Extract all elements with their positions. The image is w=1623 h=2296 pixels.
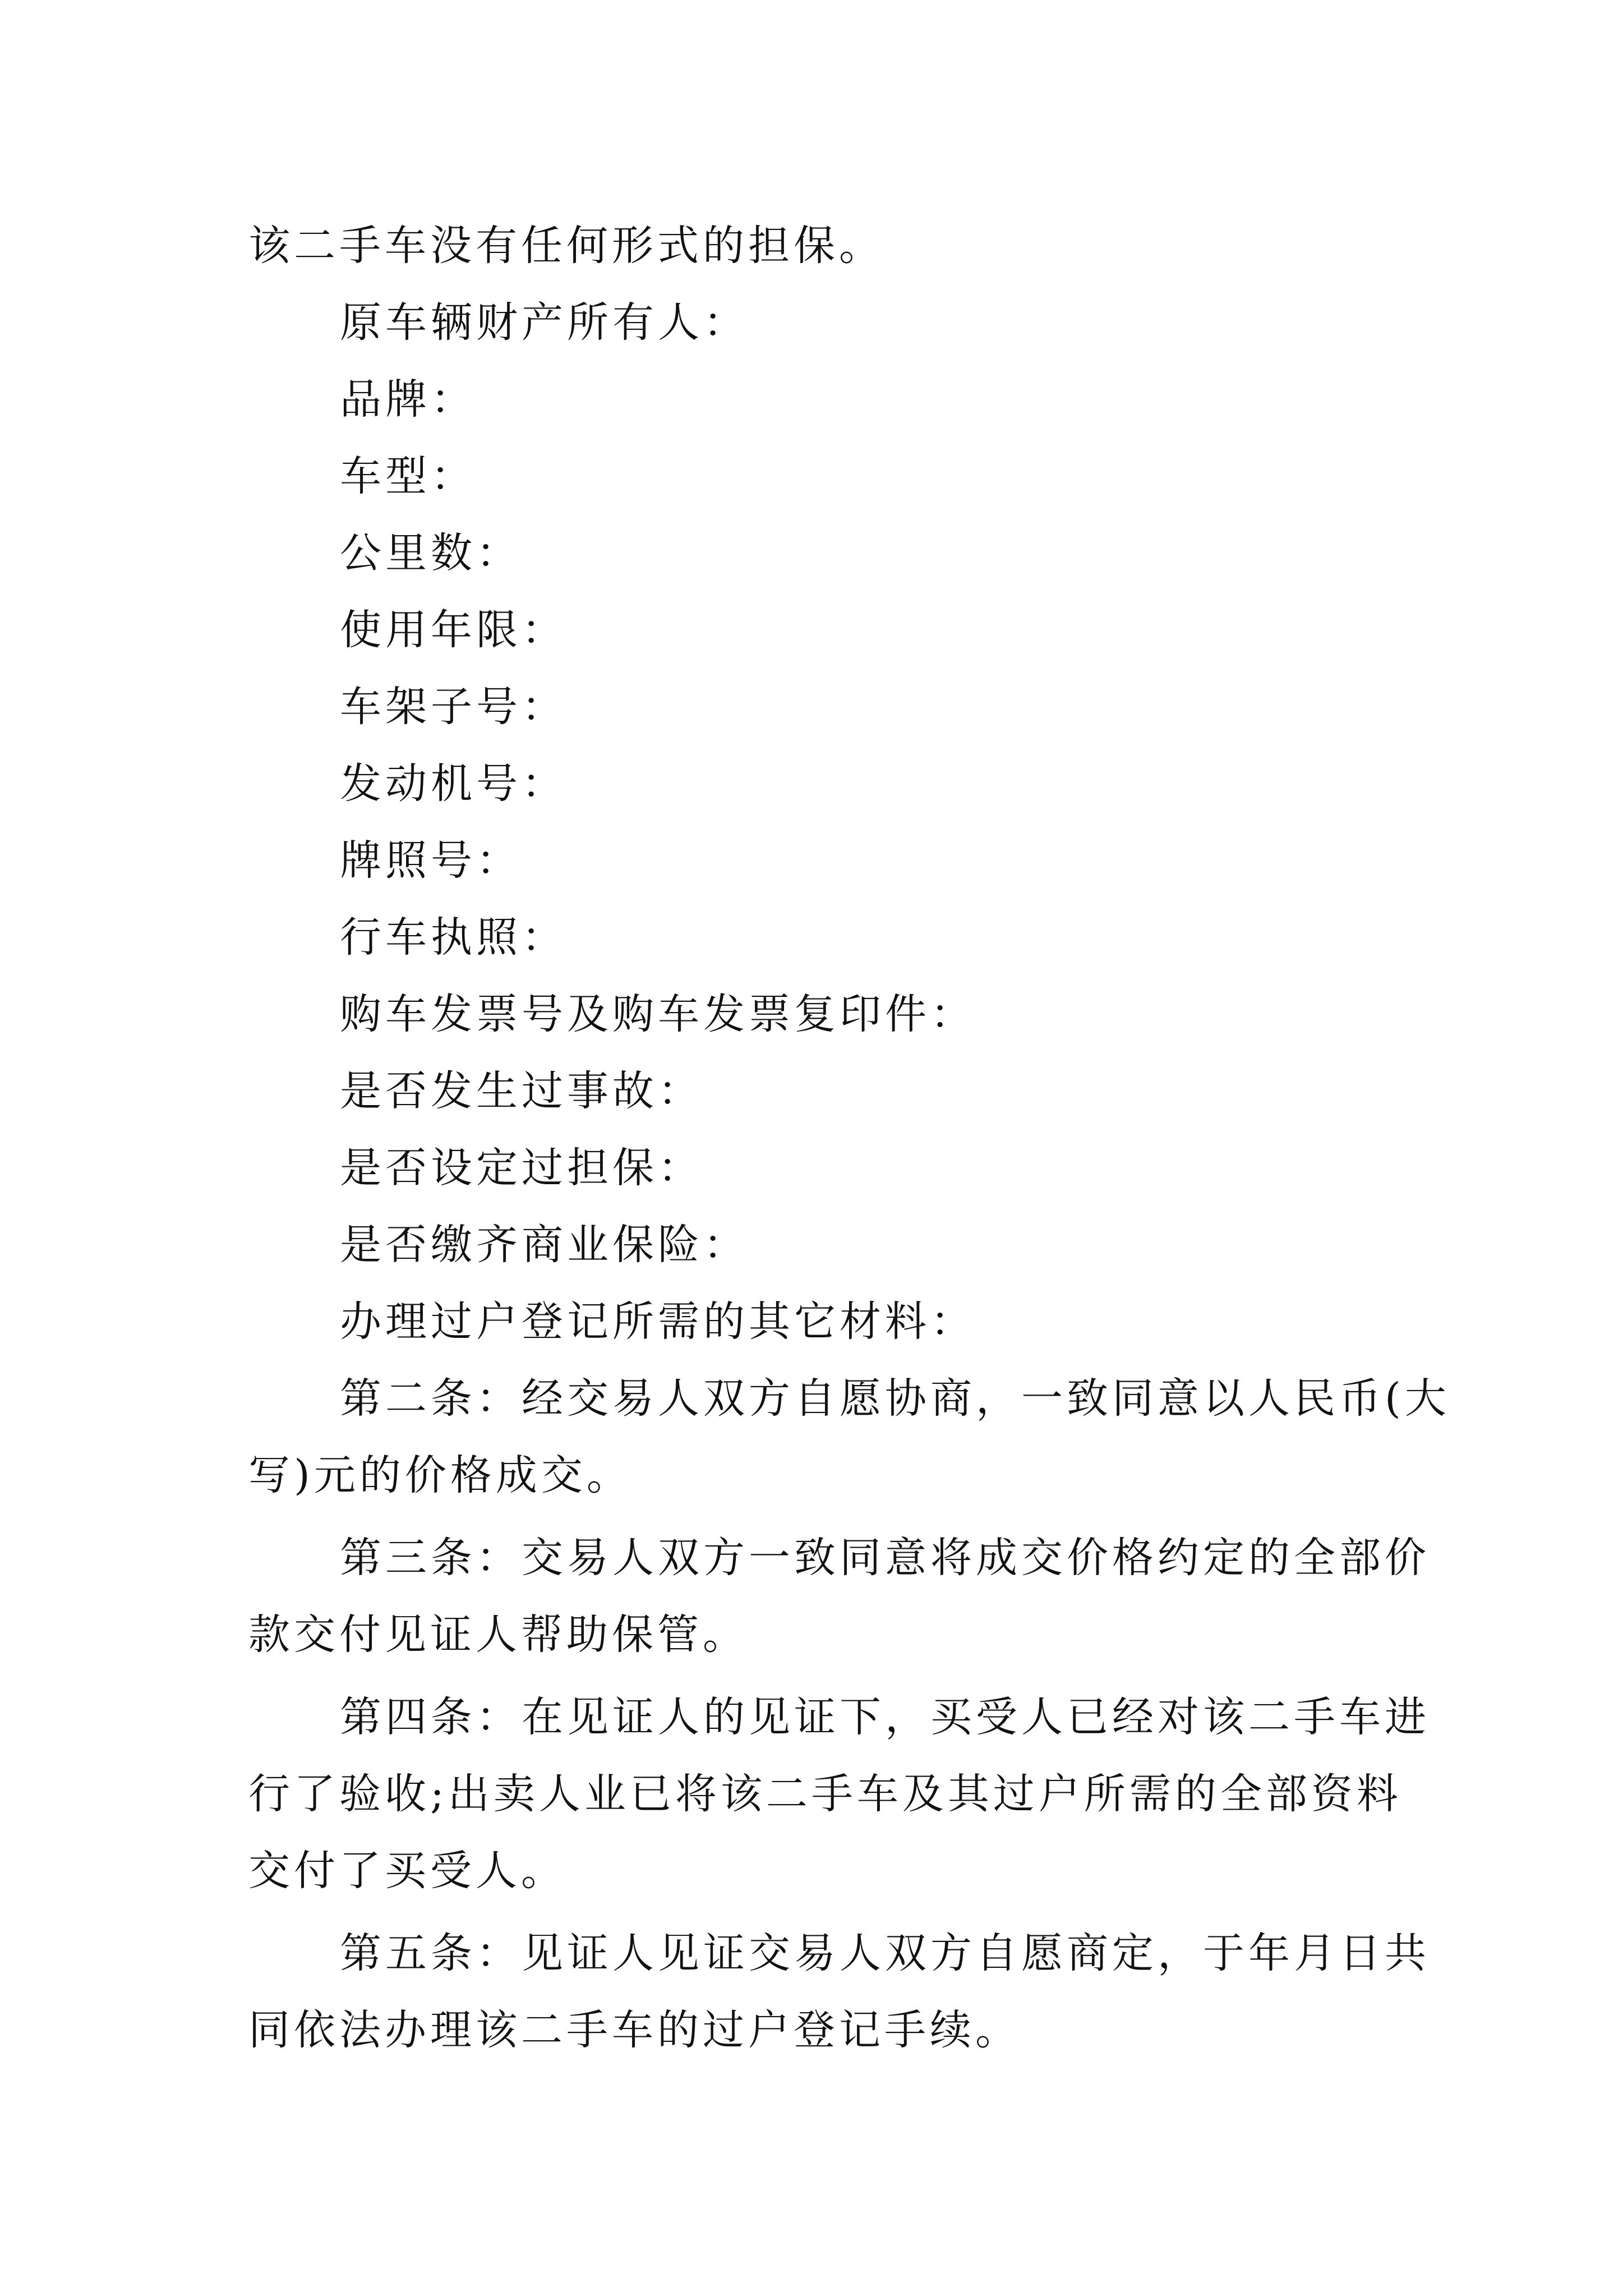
field-frame-number: 车架子号：	[340, 683, 567, 731]
field-plate-number: 牌照号：	[340, 836, 522, 885]
field-driving-license: 行车执照：	[340, 913, 567, 961]
field-other-materials: 办理过户登记所需的其它材料：	[340, 1297, 976, 1346]
field-original-owner: 原车辆财产所有人：	[340, 298, 749, 347]
document-body	[248, 208, 1450, 2069]
article-3-line: 第三条：交易人双方一致同意将成交价格约定的全部价	[340, 1534, 1430, 1582]
article-4	[248, 1679, 1430, 1910]
article-4-line: 行了验收;出卖人业已将该二手车及其过户所需的全部资料	[248, 1770, 1402, 1818]
field-invoice: 购车发票号及购车发票复印件：	[340, 990, 976, 1038]
article-2-line: 第二条：经交易人双方自愿协商，一致同意以人民币(大	[340, 1374, 1450, 1423]
article-4-line: 第四条：在见证人的见证下，买受人已经对该二手车进	[340, 1693, 1430, 1741]
field-model: 车型：	[340, 452, 476, 500]
field-engine-number: 发动机号：	[340, 760, 567, 808]
article-4-line: 交付了买受人。	[248, 1847, 566, 1895]
field-accident: 是否发生过事故：	[340, 1067, 703, 1115]
field-mileage: 公里数：	[340, 529, 522, 577]
guarantee-statement: 该二手车没有任何形式的担保。	[248, 222, 884, 270]
article-2	[248, 1360, 1450, 1514]
article-3	[248, 1520, 1430, 1673]
article-5-line: 同依法办理该二手车的过户登记手续。	[248, 2006, 1021, 2054]
article-3-line: 款交付见证人帮助保管。	[248, 1611, 748, 1659]
article-5	[248, 1915, 1430, 2069]
field-years-of-use: 使用年限：	[340, 606, 567, 654]
field-brand: 品牌：	[340, 375, 476, 424]
article-5-line: 第五条：见证人见证交易人双方自愿商定，于年月日共	[340, 1929, 1430, 1977]
field-insurance: 是否缴齐商业保险：	[340, 1221, 749, 1269]
article-2-line: 写)元的价格成交。	[248, 1451, 632, 1499]
field-guarantee: 是否设定过担保：	[340, 1144, 703, 1192]
